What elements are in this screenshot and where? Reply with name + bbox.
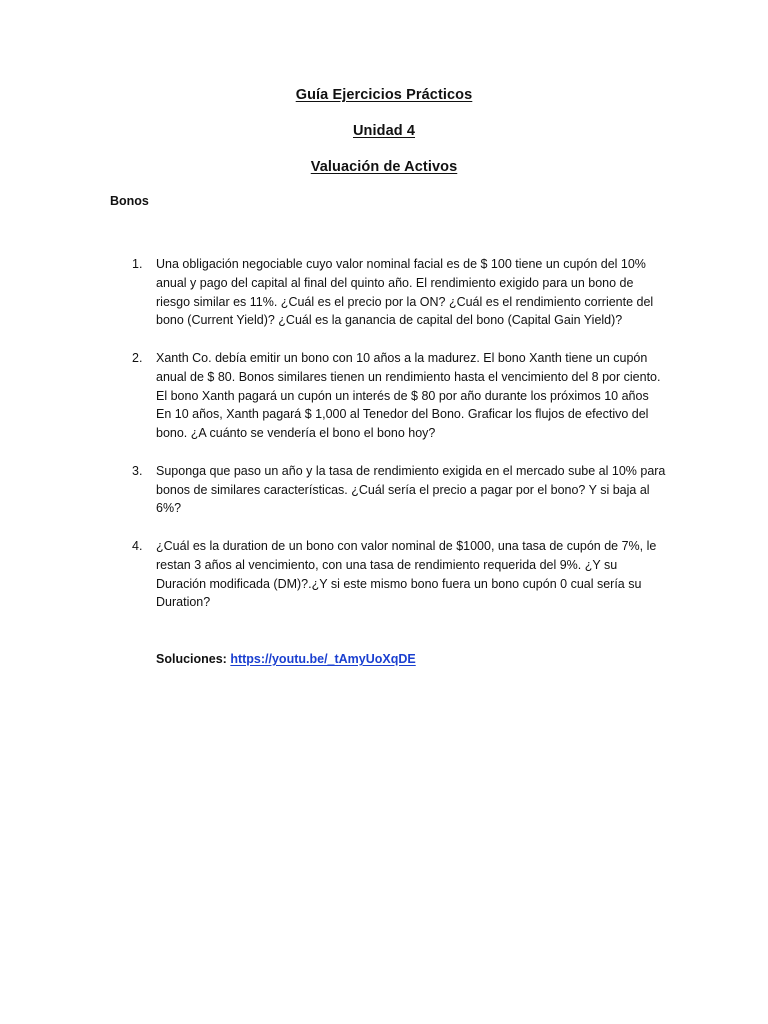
question-number: 1. xyxy=(132,257,143,271)
solutions-line xyxy=(156,650,416,669)
page-title: Guía Ejercicios Prácticos xyxy=(295,87,473,103)
subject-title: Valuación de Activos xyxy=(310,159,458,175)
solutions-link[interactable]: https://youtu.be/_tAmyUoXqDE xyxy=(230,652,416,666)
question-item xyxy=(132,255,666,330)
question-text: Xanth Co. debía emitir un bono con 10 años a la madurez. El bono Xanth tiene un cupón anual de $ 80. Bonos similares tienen un rendimiento hasta el vencimiento del 8 por ciento. El bono Xanth pagará un cupón un interés de $ 80 por año durante los próximos 10 años En 10 años, Xanth pagará $ 1,000 al Tenedor del Bono. Graficar los flujos de efectivo del bono. ¿A cuánto se vendería el bono el bono hoy? xyxy=(156,350,661,441)
question-list xyxy=(132,255,666,631)
solutions-label: Soluciones: xyxy=(156,652,227,666)
question-number: 2. xyxy=(132,350,143,365)
question-item xyxy=(132,349,666,443)
question-number: 4. xyxy=(132,538,143,553)
question-item xyxy=(132,462,666,518)
question-text: Suponga que paso un año y la tasa de rendimiento exigida en el mercado sube al 10% para bonos de similares características. ¿Cuál sería el precio a pagar por el bono? Y si baja al 6%? xyxy=(156,463,666,516)
section-heading: Bonos xyxy=(110,194,149,208)
unit-title: Unidad 4 xyxy=(352,123,416,139)
question-text: ¿Cuál es la duration de un bono con valor nominal de $1000, una tasa de cupón de 7%, le restan 3 años al vencimiento, con una tasa de rendimiento requerida del 9%. ¿Y su Duración modificada (DM)?.¿Y si este mismo bono fuera un bono cupón 0 cual sería su Duration? xyxy=(156,538,657,610)
question-item xyxy=(132,537,666,612)
question-text: Una obligación negociable cuyo valor nominal facial es de $ 100 tiene un cupón del 10% anual y pago del capital al final del quinto año. El rendimiento exigido para un bono de riesgo similar es 11%. ¿Cuál es el precio por la ON? ¿Cuál es el rendimiento corriente del bono (Current Yield)? ¿Cuál es la ganancia de capital del bono (Capital Gain Yield)? xyxy=(156,257,654,328)
question-number: 3. xyxy=(132,463,143,478)
